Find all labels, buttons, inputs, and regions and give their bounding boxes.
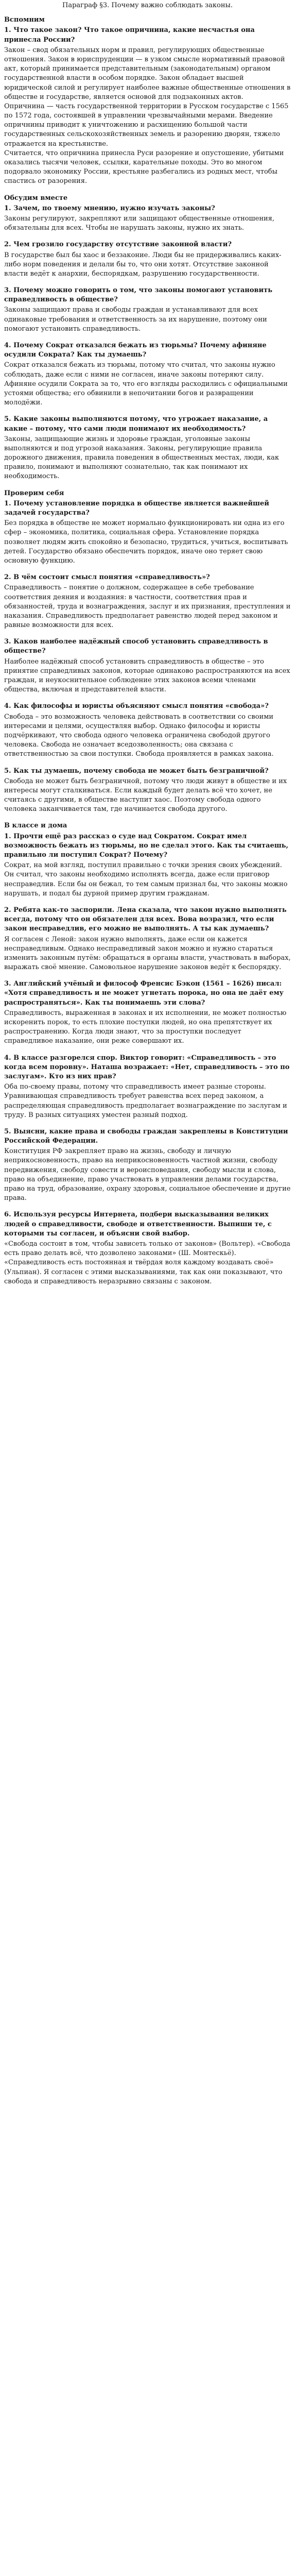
qa-item	[4, 906, 291, 972]
question: 4. Как философы и юристы объясняют смысл понятия «свобода»?	[4, 702, 269, 710]
qa-item	[4, 341, 291, 408]
qa-item	[4, 573, 291, 630]
answer: Сократ отказался бежать из тюрьмы, потому что считал, что законы нужно соблюдать, даже если с ними не согласен, иначе законы потеряют силу. Афиняне осудили Сократа за то, что его взгляды расходились с официальными устоями общества; его обвинили в непочитании богов и развращении молодёжи.	[4, 361, 288, 407]
answer: В государстве был бы хаос и беззаконие. Люди бы не придерживались каких-либо норм поведения и делали бы то, что они хотят. Отсутствие законной власти ведёт к анархии, беспорядкам, разрушению государственности.	[4, 251, 282, 278]
answer: Свобода – это возможность человека действовать в соответствии со своими интересами и целями, осуществляя выбор. Однако философы и юристы подчёркивают, что свобода одного человека ограничена свободой другого человека. Свобода не означает вседозволенность; она связана с ответственностью за свои поступки. Свобода проявляется в рамках закона.	[4, 713, 274, 758]
question: 5. Как ты думаешь, почему свобода не может быть безграничной?	[4, 767, 269, 775]
question: 2. Чем грозило государству отсутствие законной власти?	[4, 241, 232, 249]
section-title: В классе и дома	[4, 822, 67, 830]
question: 6. Используя ресурсы Интернета, подбери высказывания великих людей о справедливости, свободе и ответственности. Выпиши те, с которыми ты согласен, и объясни свой выбор.	[4, 1211, 272, 1238]
qa-item	[4, 26, 291, 186]
qa-item	[4, 204, 291, 233]
question: 4. Почему Сократ отказался бежать из тюрьмы? Почему афиняне осудили Сократа? Как ты думаешь?	[4, 342, 267, 359]
answer: Законы защищают права и свободы граждан и устанавливают для всех одинаковые требования и ответственность за их нарушение, поэтому они помогают установить справедливость.	[4, 306, 267, 333]
answer: Законы регулируют, закрепляют или защищают общественные отношения, обязательны для всех. Чтобы не нарушать законы, нужно их знать.	[4, 214, 274, 232]
section	[4, 821, 291, 1286]
answer: Конституция РФ закрепляет право на жизнь, свободу и личную неприкосновенность, право на неприкосновенность частной жизни, свободу передвижения, свободу совести и вероисповедания, свободу мысли и слова, право на объединение, право участвовать в управлении делами государства, право на труд, образование, охрану здоровья, социальное обеспечение и другие права.	[4, 1147, 291, 1202]
section	[4, 15, 291, 186]
qa-item	[4, 979, 291, 1046]
qa-item	[4, 499, 291, 566]
answer: Оба по-своему правы, потому что справедливость имеет разные стороны. Уравнивающая справедливость требует равенства всех перед законом, а распределяющая справедливость предполагает вознаграждение по заслугам и труду. В разных ситуациях уместен разный подход.	[4, 1083, 287, 1119]
question: 3. Каков наиболее надёжный способ установить справедливость в обществе?	[4, 638, 268, 655]
answer: Справедливость, выраженная в законах и их исполнении, не может полностью искоренить порок, то есть плохие поступки людей, но она препятствует их распространению. Когда люди знают, что за проступки последует справедливое наказание, они реже совершают их.	[4, 1009, 287, 1045]
qa-item	[4, 702, 291, 759]
page-title: Параграф §3. Почему важно соблюдать законы.	[62, 2, 233, 9]
qa-item	[4, 767, 291, 815]
qa-item	[4, 1054, 291, 1120]
question: 4. В классе разгорелся спор. Виктор говорит: «Справедливость – это когда всем поровну». Наташа возражает: «Нет, справедливость – это по заслугам». Кто из них прав?	[4, 1054, 290, 1080]
answer: Сократ, на мой взгляд, поступил правильно с точки зрения своих убеждений. Он считал, что законы необходимо исполнять всегда, даже если приговор несправедлив. Если бы он бежал, то тем самым признал бы, что законы можно нарушать, и подал бы дурной пример другим гражданам.	[4, 861, 288, 897]
qa-item	[4, 1210, 291, 1286]
qa-item	[4, 832, 291, 899]
section-title: Обсудим вместе	[4, 194, 68, 202]
question: 2. Ребята как-то заспорили. Лена сказала, что закон нужно выполнять всегда, потому что он обязателен для всех. Вова возразил, что если закон несправедлив, его можно не выполнять. А ты как думаешь?	[4, 906, 287, 933]
qa-item	[4, 240, 291, 279]
answer: Я согласен с Леной: закон нужно выполнять, даже если он кажется несправедливым. Однако несправедливый закон можно и нужно стараться изменить законным путём: обращаться в органы власти, участвовать в выборах, выражать своё мнение. Самовольное нарушение законов ведёт к беспорядку.	[4, 935, 291, 972]
qa-item	[4, 415, 291, 481]
answer: Свобода не может быть безграничной, потому что люди живут в обществе и их интересы могут сталкиваться. Если каждый будет делать всё что хочет, не считаясь с другими, в обществе наступит хаос. Поэтому свобода одного человека заканчивается там, где начинается свобода другого.	[4, 777, 287, 814]
answer: Законы, защищающие жизнь и здоровье граждан, уголовные законы выполняются и под угрозой наказания. Законы, регулирующие правила дорожного движения, правила поведения в общественных местах, люди, как правило, понимают и выполняют сознательно, так как понимают их необходимость.	[4, 435, 280, 481]
question: 3. Почему можно говорить о том, что законы помогают установить справедливость в обществе?	[4, 286, 273, 304]
question: 1. Почему установление порядка в обществе является важнейшей задачей государства?	[4, 499, 269, 517]
answer: Справедливость – понятие о должном, содержащее в себе требование соответствия деяния и воздаяния: в частности, соответствия прав и обязанностей, труда и вознаграждения, заслуг и их признания, преступления и наказания. Справедливость предполагает равенство людей перед законом и равные возможности для всех.	[4, 584, 291, 630]
section-title: Проверим себя	[4, 489, 64, 497]
question: 1. Зачем, по твоему мнению, нужно изучать законы?	[4, 204, 215, 212]
answer: Без порядка в обществе не может нормально функционировать ни одна из его сфер – экономика, политика, социальная сфера. Установление порядка позволяет людям жить спокойно и безопасно, трудиться, учиться, воспитывать детей. Государство обязано обеспечить порядок, иначе оно теряет свою основную функцию.	[4, 519, 288, 565]
question: 5. Какие законы выполняются потому, что угрожает наказание, а какие – потому, что сами люди понимают их необходимость?	[4, 415, 268, 433]
sections-container	[4, 15, 291, 1286]
question: 3. Английский учёный и философ Френсис Бэкон (1561 – 1626) писал: «Хотя справедливость и не может угнетать порока, но она не даёт ему распространяться». Как ты понимаешь эти слова?	[4, 980, 284, 1007]
question: 1. Что такое закон? Что такое опричнина, какие несчастья она принесла России?	[4, 26, 255, 44]
question: 5. Выясни, какие права и свободы граждан закреплены в Конституции Российской Федерации.	[4, 1127, 288, 1145]
section	[4, 194, 291, 482]
page	[0, 0, 296, 1286]
qa-item	[4, 637, 291, 694]
answer: «Свобода состоит в том, чтобы зависеть только от законов» (Вольтер). «Свобода есть право делать всё, что дозволено законами» (Ш. Монтескьё). «Справедливость есть постоянная и твёрдая воля каждому воздавать своё» (Ульпиан). Я согласен с этими высказываниями, так как они показывают, что свобода и справедливость неразрывно связаны с законом.	[4, 1240, 291, 1285]
question: 1. Прочти ещё раз рассказ о суде над Сократом. Сократ имел возможность бежать из тюрьмы, но не сделал этого. Как ты считаешь, правильно ли поступил Сократ? Почему?	[4, 832, 289, 859]
answer: Закон – свод обязательных норм и правил, регулирующих общественные отношения. Закон в юриспруденции — в узком смысле нормативный правовой акт, который принимается представительным (законодательным) органом государственной власти в особом порядке. Закон обладает высшей юридической силой и регулирует наиболее важные общественные отношения в обществе и государстве, является основой для подзаконных актов. Опричнина — часть государственной территории в Русском государстве с 1565 по 1572 года, состоявшей в управлении чрезвычайными мерами. Введение опричнины приводит к уничтожению и расхищению большой части государственных сельскохозяйственных земель и разорению дворян, тяжело отражается на крестьянстве. Считается, что опричнина принесла Руси разорение и опустошение, убитыми оказались тысячи человек, ссылки, карательные походы. Это во многом подорвало экономику России, крестьяне разбегались из родных мест, чтобы спастись от разорения.	[4, 46, 291, 185]
section	[4, 489, 291, 815]
qa-item	[4, 1127, 291, 1204]
qa-item	[4, 286, 291, 334]
answer: Наиболее надёжный способ установить справедливость в обществе – это принятие справедливых законов, которые одинаково распространяются на всех граждан, и неукоснительное соблюдение этих законов всеми членами общества, включая и представителей власти.	[4, 657, 290, 694]
section-title: Вспомним	[4, 16, 45, 24]
question: 2. В чём состоит смысл понятия «справедливость»?	[4, 573, 210, 582]
